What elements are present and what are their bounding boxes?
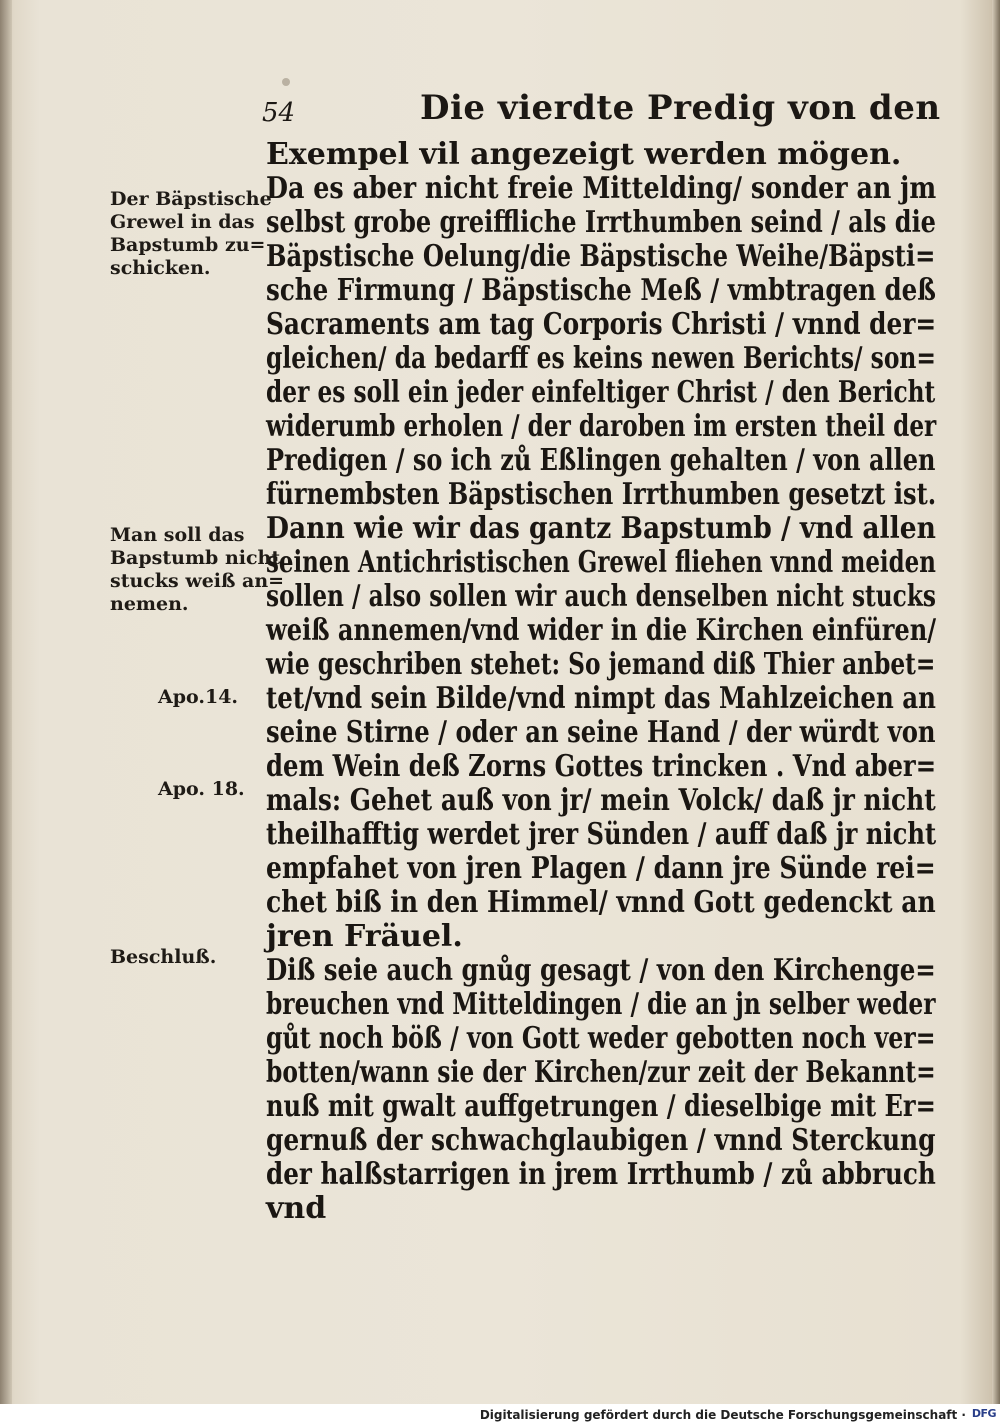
text-line: jren Fräuel. xyxy=(266,919,463,954)
footer-credit: Digitalisierung gefördert durch die Deutsche Forschungsgemeinschaft · xyxy=(479,1408,966,1422)
text-line: widerumb erholen / der daroben im ersten theil der xyxy=(266,409,937,444)
page-number: 54 xyxy=(262,98,296,128)
text-line: breuchen vnd Mitteldingen / die an jn selber weder xyxy=(266,987,936,1022)
paper-speck xyxy=(282,78,290,86)
text-line: gůt noch böß / von Gott weder gebotten noch ver= xyxy=(266,1021,936,1056)
binding-shadow xyxy=(0,0,12,1404)
marginal-line: Apo. 18. xyxy=(158,778,245,800)
text-line: dem Wein deß Zorns Gottes trincken . Vnd aber= xyxy=(266,749,937,784)
marginal-line: Man soll das xyxy=(110,524,245,546)
text-line: botten/wann sie der Kirchen/zur zeit der Bekannt= xyxy=(266,1055,936,1090)
text-line: vnd xyxy=(266,1191,327,1226)
text-line: nuß mit gwalt auffgetrungen / dieselbige mit Er= xyxy=(266,1089,936,1124)
marginal-line: Apo.14. xyxy=(158,686,239,708)
marginal-line: Beschluß. xyxy=(110,946,217,968)
marginal-line: schicken. xyxy=(110,257,211,279)
text-line: Da es aber nicht freie Mittelding/ sonder an jm xyxy=(266,171,937,206)
text-line: tet/vnd sein Bilde/vnd nimpt das Mahlzeichen an xyxy=(266,681,936,716)
text-line: Predigen / so ich zů Eßlingen gehalten / von allen xyxy=(266,443,936,478)
running-head: Die vierdte Predig von den xyxy=(420,88,941,128)
marginal-line: Bapstumb nicht xyxy=(110,547,281,569)
text-line: selbst grobe greiffliche Irrthumben seind / als die xyxy=(266,205,936,240)
text-line: wie geschriben stehet: So jemand diß Thier anbet= xyxy=(266,647,936,682)
marginal-line: Grewel in das xyxy=(110,211,255,233)
marginal-note-conclusion xyxy=(110,946,216,969)
text-line: theilhafftig werdet jrer Sünden / auff daß jr nicht xyxy=(266,817,937,852)
text-line: chet biß in den Himmel/ vnnd Gott gedenckt an xyxy=(266,885,936,920)
text-line: Bäpstische Oelung/die Bäpstische Weihe/Bäpsti= xyxy=(266,239,936,274)
text-line: sche Firmung / Bäpstische Meß / vmbtragen deß xyxy=(266,273,936,308)
marginal-line: stucks weiß an= xyxy=(110,570,285,592)
text-line: gleichen/ da bedarff es keins newen Berichts/ son= xyxy=(266,341,937,376)
text-line: seinen Antichristischen Grewel fliehen vnnd meiden xyxy=(266,545,936,580)
text-line: empfahet von jren Plagen / dann jre Sünde rei= xyxy=(266,851,936,886)
text-line: seine Stirne / oder an seine Hand / der würdt von xyxy=(266,715,936,750)
marginal-line: Der Bäpstische xyxy=(110,188,272,210)
marginal-note-papacy-piecemeal xyxy=(110,524,284,616)
text-line: Sacraments am tag Corporis Christi / vnnd der= xyxy=(266,307,937,342)
text-line: Diß seie auch gnůg gesagt / von den Kirchenge= xyxy=(266,953,936,988)
text-line: weiß annemen/vnd wider in die Kirchen einfüren/ xyxy=(266,613,937,648)
text-line: Exempel vil angezeigt werden mögen. xyxy=(266,137,902,172)
page-edge xyxy=(992,0,1000,1404)
text-line: fürnembsten Bäpstischen Irrthumben gesetzt ist. xyxy=(266,477,937,512)
text-line: gernuß der schwachglaubigen / vnnd Sterckung xyxy=(266,1123,936,1158)
body-text xyxy=(266,138,936,1226)
text-line: sollen / also sollen wir auch denselben nicht stucks xyxy=(266,579,937,614)
text-line: der es soll ein jeder einfeltiger Christ / den Bericht xyxy=(266,375,936,410)
marginal-note-papal-abomination xyxy=(110,188,272,280)
marginal-ref-apo-14 xyxy=(158,686,238,709)
dfg-logo: DFG xyxy=(971,1407,996,1420)
digitization-footer xyxy=(0,1404,1000,1424)
text-line: mals: Gehet auß von jr/ mein Volck/ daß jr nicht xyxy=(266,783,936,818)
text-line: der halßstarrigen in jrem Irrthumb / zů abbruch xyxy=(266,1157,936,1192)
marginal-line: nemen. xyxy=(110,593,189,615)
marginal-line: Bapstumb zu= xyxy=(110,234,266,256)
marginal-ref-apo-18 xyxy=(158,778,245,801)
text-line: Dann wie wir das gantz Bapstumb / vnd allen xyxy=(266,511,936,546)
